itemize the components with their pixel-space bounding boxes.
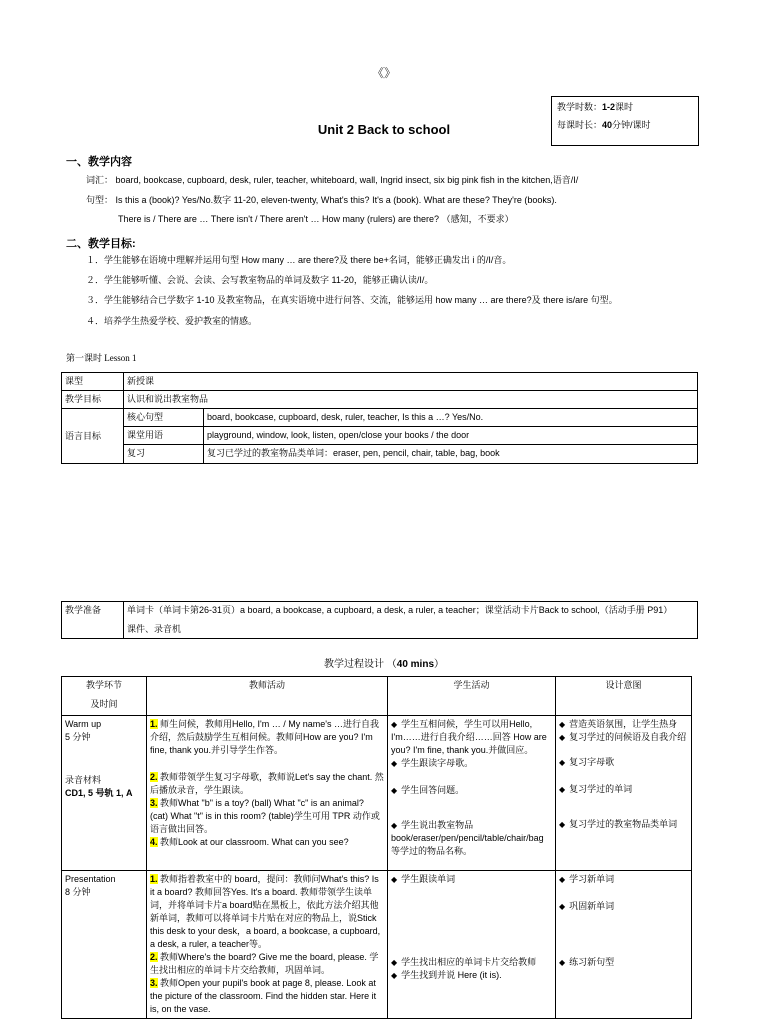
table-cell: 课堂用语 <box>124 427 204 445</box>
table-row <box>62 409 698 427</box>
prep-line-1 <box>127 604 694 617</box>
teacher-step <box>150 718 384 757</box>
stage-label: Presentation <box>65 874 116 884</box>
sentence-text-3: What's this? It's a (book). What are these? They're (books). <box>320 195 557 205</box>
stage-cell <box>62 871 147 1019</box>
student-item: ◆ 学生互相问候，学生可以用Hello, I'm……进行自我介绍……回答 How are you? I'm fine, thank you.并做回应。 <box>391 718 552 757</box>
goal-item <box>86 294 618 307</box>
teacher-step <box>150 873 384 951</box>
process-title-pre: 教学过程设计 （ <box>323 659 397 670</box>
header-stage: 教学环节 <box>85 680 122 690</box>
step-text: 教师Open your pupil's book at page 8, please. Look at the picture of the classroom. Find the hidden star. Here it is, on the vase. <box>150 978 377 1014</box>
lesson-info-table <box>61 372 698 464</box>
step-num: 3. <box>150 978 158 988</box>
teacher-step <box>150 977 384 1016</box>
stage-time: 8 分钟 <box>65 887 91 897</box>
student-item: ◆ 学生说出教室物品 book/eraser/pen/pencil/table/chair/bag 等学过的物品名称。 <box>391 819 552 858</box>
teacher-activity-cell <box>147 716 388 871</box>
stage-cell <box>62 716 147 871</box>
table-cell: 课型 <box>62 373 124 391</box>
step-text: 师生问候，教师用Hello, I'm … / My name's …进行自我介绍，然后鼓励学生互相问候。教师问How are you? I'm fine, thank you.并引导学生作答。 <box>150 719 379 755</box>
table-row <box>62 602 698 639</box>
step-num: 3. <box>150 798 158 808</box>
table-cell: 认识和说出教室物品 <box>124 391 698 409</box>
step-text: 教师Where's the board? Give me the board, please. 学生找出相应的单词卡片交给教师，巩固单词。 <box>150 952 379 975</box>
student-activity-cell <box>388 871 556 1019</box>
student-item: ◆ 学生找到并说 Here (it is). <box>391 969 552 982</box>
table-header-cell <box>62 677 147 716</box>
step-num: 1. <box>150 719 158 729</box>
step-text: 教师带领学生复习字母歌，教师说Let's say the chant. 然后播放录音，学生跟读。 <box>150 772 384 795</box>
doc-top-mark: 《》 <box>371 66 396 80</box>
intent-item: ◆ 学习新单词 <box>559 873 688 886</box>
step-text: 教师指着教室中的 board，提问：教师问What's this? Is it a board? 教师回答Yes. It's a board. 教师带领学生读单词，并将单词卡片a board贴在黑板上，依此方法介绍其他新单词，教师可以将单词卡片贴在对应的物品上，说Stick this desk to your desk，a board, a bookcase, a cupboard, a desk, a ruler, a teacher等。 <box>150 874 381 949</box>
goal-num: ４． <box>86 316 105 326</box>
table-row <box>62 871 692 1019</box>
table-cell: 语言目标 <box>62 409 124 464</box>
sentence-line-2-text: There is / There are … There isn't / There aren't … How many (rulers) are there? <box>118 214 440 224</box>
student-item: ◆ 学生跟读字母歌。 <box>391 757 552 770</box>
step-text: 教师Look at our classroom. What can you see? <box>160 837 349 847</box>
vocab-line <box>86 174 578 187</box>
intent-item: ◆ 复习字母歌 <box>559 756 688 769</box>
table-header-cell: 学生活动 <box>388 677 556 716</box>
info-line-1-suffix: 课时 <box>615 102 634 112</box>
prep-line-2: 课件、录音机 <box>127 624 182 634</box>
sentence-line-2 <box>118 213 514 226</box>
table-cell: 核心句型 <box>124 409 204 427</box>
intent-cell <box>556 871 692 1019</box>
table-cell: 复习 <box>124 445 204 464</box>
table-cell: 新授课 <box>124 373 698 391</box>
goal-text: 学生能够结合已学数字 1-10 及教室物品，在真实语境中进行问答、交流，能够运用 how many … are there?及 there is/are 句型。 <box>104 295 618 305</box>
sentence-line-1 <box>86 194 557 207</box>
stage-extra: 录音材料 <box>65 775 102 785</box>
goal-text: 学生能够听懂、会说、会读、会写教室物品的单词及数字 11-20，能够正确认读/I/。 <box>104 275 434 285</box>
step-num: 4. <box>150 837 158 847</box>
table-cell <box>124 602 698 639</box>
stage-time: 5 分钟 <box>65 732 91 742</box>
goal-num: １． <box>86 255 105 265</box>
vocab-text: board, bookcase, cupboard, desk, ruler, teacher, whiteboard, wall, Ingrid insect, six big pink fish in the kitchen, <box>115 175 553 185</box>
section2-heading: 二、教学目标: <box>66 238 136 250</box>
student-activity-cell <box>388 716 556 871</box>
table-row <box>62 391 698 409</box>
info-line-2-suffix: 分钟/课时 <box>612 120 651 130</box>
info-line-1-value: 1-2 <box>602 102 616 112</box>
preparation-table <box>61 601 698 639</box>
intent-item: ◆ 营造英语氛围，让学生热身 <box>559 718 688 731</box>
table-row <box>62 445 698 464</box>
table-cell: board, bookcase, cupboard, desk, ruler, teacher, Is this a …? Yes/No. <box>204 409 698 427</box>
sentence-text-2: 数字 11-20, eleven-twenty, <box>213 195 319 205</box>
intent-item: ◆ 复习学过的教室物品类单词 <box>559 818 688 831</box>
table-row <box>62 716 692 871</box>
process-title <box>0 655 768 670</box>
goal-num: ３． <box>86 295 105 305</box>
process-title-bold: 40 mins <box>396 659 435 670</box>
prep-line-1-pre: 单词卡（单词卡第 <box>127 605 200 615</box>
stage-label: Warm up <box>65 719 102 729</box>
goal-num: ２． <box>86 275 105 285</box>
student-item: ◆ 学生找出相应的单词卡片交给教师 <box>391 956 552 969</box>
sentence-line-2-tail: （感知，不要求） <box>441 214 514 224</box>
intent-item: ◆ 复习学过的单词 <box>559 783 688 796</box>
student-item: ◆ 学生回答问题。 <box>391 784 552 797</box>
lesson-title: 第一课时 Lesson 1 <box>66 353 137 363</box>
process-title-post: ） <box>434 659 445 670</box>
table-header-cell: 设计意图 <box>556 677 692 716</box>
teacher-step <box>150 797 384 836</box>
goal-item <box>86 274 433 287</box>
vocab-tail: 语音/I/ <box>552 175 579 185</box>
intent-item: ◆ 练习新句型 <box>559 956 688 969</box>
goal-text: 培养学生热爱学校、爱护教室的情感。 <box>104 316 258 326</box>
table-cell: 复习已学过的教室物品类单词：eraser, pen, pencil, chair, table, bag, book <box>204 445 698 464</box>
table-cell: 教学准备 <box>62 602 124 639</box>
teacher-step <box>150 951 384 977</box>
teacher-step <box>150 836 384 849</box>
teacher-step <box>150 771 384 797</box>
vocab-label: 词汇： <box>86 175 114 185</box>
info-line-1-prefix: 教学时数： <box>557 102 603 112</box>
goal-item <box>86 315 257 328</box>
student-item: ◆ 学生跟读单词 <box>391 873 552 886</box>
info-line-2-prefix: 每课时长： <box>557 120 603 130</box>
step-num: 2. <box>150 952 158 962</box>
step-num: 2. <box>150 772 158 782</box>
intent-item: ◆ 巩固新单词 <box>559 900 688 913</box>
table-header-cell: 教师活动 <box>147 677 388 716</box>
table-cell: 教学目标 <box>62 391 124 409</box>
goal-item <box>86 254 511 267</box>
sentence-label: 句型： <box>86 195 114 205</box>
table-cell: playground, window, look, listen, open/close your books / the door <box>204 427 698 445</box>
process-table <box>61 676 692 1019</box>
header-stage-sub: 及时间 <box>90 699 118 709</box>
info-line-2-value: 40 <box>602 120 613 130</box>
step-num: 1. <box>150 874 158 884</box>
page-title: Unit 2 Back to school <box>317 122 451 137</box>
table-header-row <box>62 677 692 716</box>
prep-line-1-mid: 26-31 <box>199 605 223 615</box>
info-box <box>551 96 699 146</box>
intent-cell <box>556 716 692 871</box>
goal-text: 学生能够在语境中理解并运用句型 How many … are there?及 there be+名词，能够正确发出 i 的/I/音。 <box>104 255 512 265</box>
intent-item: ◆ 复习学过的问候语及自我介绍 <box>559 731 688 744</box>
stage-extra: CD1, 5 号轨 1, A <box>65 788 133 798</box>
section1-heading: 一、教学内容 <box>66 156 132 168</box>
step-text: 教师What "b" is a toy? (ball) What "c" is an animal? (cat) What "t" is in this room? (table)学生可用 TPR 动作或语言做出回答。 <box>150 798 380 834</box>
table-row <box>62 373 698 391</box>
prep-line-1-post: 页）a board, a bookcase, a cupboard, a desk, a ruler, a teacher；课堂活动卡片Back to school,（活动手册 P91） <box>222 605 673 615</box>
info-line-1 <box>557 101 633 114</box>
table-row <box>62 427 698 445</box>
sentence-text: Is this a (book)? Yes/No. <box>115 195 214 205</box>
teacher-activity-cell <box>147 871 388 1019</box>
